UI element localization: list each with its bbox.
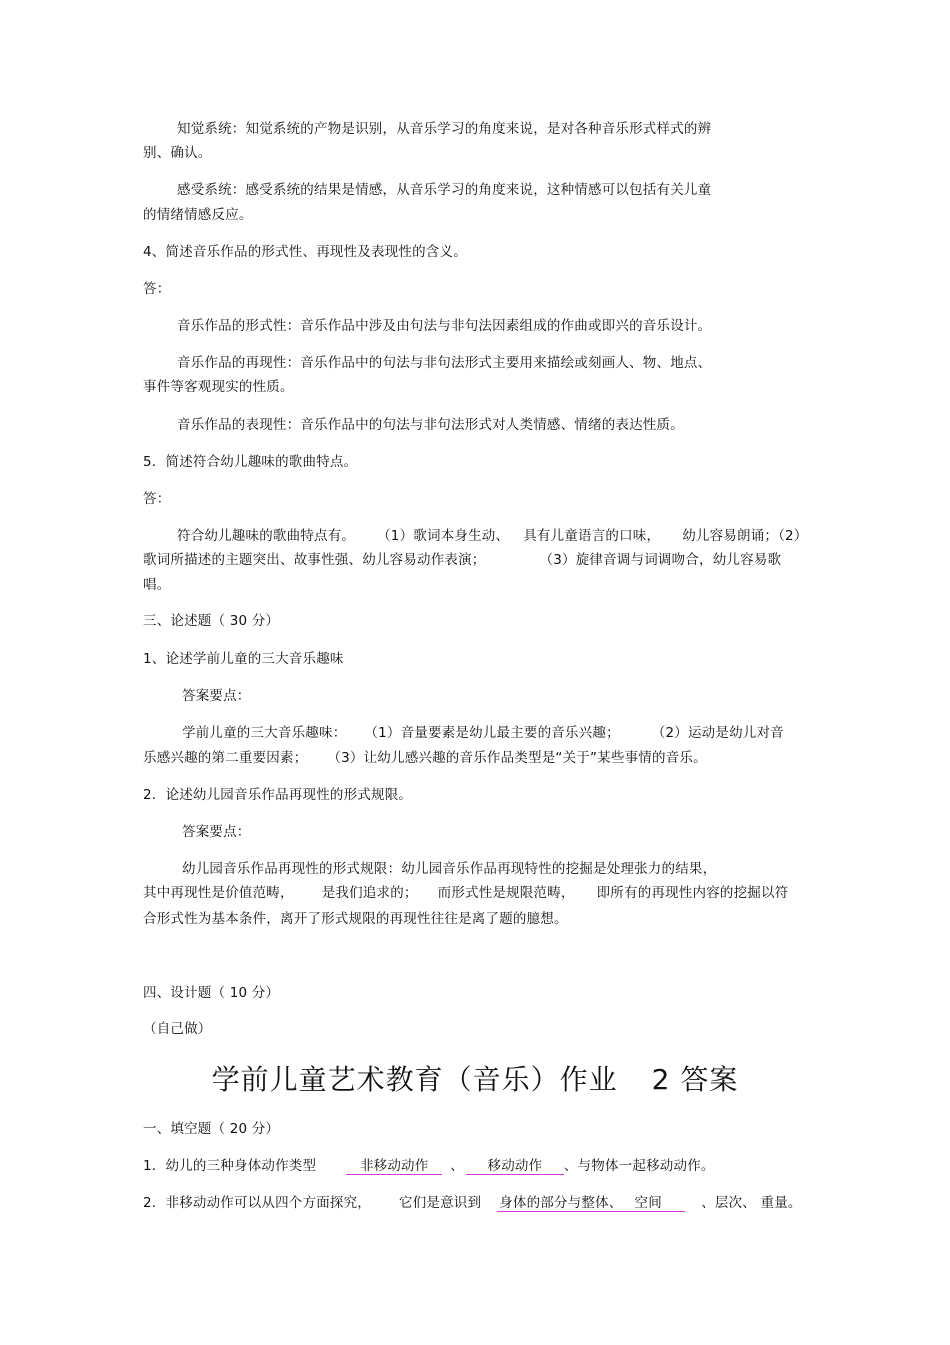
answer-three-interests bbox=[182, 724, 784, 742]
page-title bbox=[0, 1062, 950, 1098]
text-segment: （1）歌词本身生动、 bbox=[377, 528, 510, 544]
text-segment: （2）运动是幼儿对音 bbox=[651, 725, 784, 741]
section-1-heading: 一、填空题（ 20 分） bbox=[143, 1121, 280, 1137]
answer-form-limits-end: 合形式性为基本条件，离开了形式规限的再现性往往是离了题的臆想。 bbox=[143, 911, 568, 927]
text-segment: （3）让幼儿感兴趣的音乐作品类型是“关于”某些事情的音乐。 bbox=[327, 750, 707, 766]
text-segment: 它们是意识到 bbox=[399, 1195, 482, 1211]
answer-song-features bbox=[177, 527, 808, 545]
blank-text: 身体的部分与整体、 bbox=[499, 1195, 623, 1211]
paragraph-feeling-cont: 的情绪情感反应。 bbox=[143, 207, 253, 223]
design-note: （自己做） bbox=[143, 1021, 212, 1037]
answer-form: 音乐作品的形式性：音乐作品中涉及由句法与非句法因素组成的作曲或即兴的音乐设计。 bbox=[177, 318, 712, 334]
text-segment: 是我们追求的； bbox=[321, 885, 418, 901]
blank-text: 空间 bbox=[634, 1195, 662, 1211]
answer-points-label: 答案要点： bbox=[182, 688, 251, 704]
answer-expression: 音乐作品的表现性：音乐作品中的句法与非句法形式对人类情感、情绪的表达性质。 bbox=[177, 417, 684, 433]
answer-representation: 音乐作品的再现性：音乐作品中的句法与非句法形式主要用来描绘或刻画人、物、地点、 bbox=[177, 355, 712, 371]
section-4-heading: 四、设计题（ 10 分） bbox=[143, 985, 280, 1001]
answer-blank bbox=[497, 1195, 685, 1212]
fill-question-2 bbox=[143, 1194, 802, 1212]
answer-three-interests-cont bbox=[143, 749, 707, 767]
paragraph-feeling: 感受系统：感受系统的结果是情感，从音乐学习的角度来说，这种情感可以包括有关儿童 bbox=[177, 182, 712, 198]
question-4: 4、简述音乐作品的形式性、再现性及表现性的含义。 bbox=[143, 244, 467, 260]
text-segment: （1）音量要素是幼儿最主要的音乐兴趣； bbox=[364, 725, 620, 741]
text-segment: 幼儿容易朗诵；（2） bbox=[682, 528, 808, 544]
section-3-heading: 三、论述题（ 30 分） bbox=[143, 613, 280, 629]
paragraph-perception-cont: 别、确认。 bbox=[143, 145, 212, 161]
text-segment: （3）旋律音调与词调吻合，幼儿容易歌 bbox=[539, 552, 782, 568]
text-segment: 、与物体一起移动动作。 bbox=[563, 1158, 715, 1174]
text-segment: 其中再现性是价值范畴， bbox=[143, 885, 294, 901]
text-segment: 歌词所描述的主题突出、故事性强、幼儿容易动作表演； bbox=[143, 552, 486, 568]
answer-representation-cont: 事件等客观现实的性质。 bbox=[143, 379, 294, 395]
answer-blank: 移动动作 bbox=[466, 1158, 564, 1175]
question-5: 5．简述符合幼儿趣味的歌曲特点。 bbox=[143, 454, 358, 470]
answer-blank: 非移动动作 bbox=[346, 1158, 442, 1175]
answer-form-limits-cont bbox=[143, 884, 788, 902]
text-segment: 2．非移动动作可以从四个方面探究， bbox=[143, 1195, 371, 1211]
text-segment: 、层次、 重量。 bbox=[701, 1195, 802, 1211]
text-segment: 、 bbox=[450, 1158, 464, 1174]
paragraph-perception: 知觉系统：知觉系统的产物是识别，从音乐学习的角度来说，是对各种音乐形式样式的辨 bbox=[177, 121, 712, 137]
text-segment: 而形式性是规限范畴， bbox=[437, 885, 575, 901]
text-segment: 即所有的再现性内容的挖掘以符 bbox=[596, 885, 789, 901]
answer-points-label: 答案要点： bbox=[182, 824, 251, 840]
text-segment: 学前儿童的三大音乐趣味： bbox=[182, 725, 347, 741]
answer-label: 答： bbox=[143, 491, 171, 507]
essay-question-2: 2．论述幼儿园音乐作品再现性的形式规限。 bbox=[143, 787, 413, 803]
text-segment: 1．幼儿的三种身体动作类型 bbox=[143, 1158, 317, 1174]
text-segment: 符合幼儿趣味的歌曲特点有。 bbox=[177, 528, 356, 544]
page-title-main: 学前儿童艺术教育（音乐）作业 bbox=[211, 1063, 618, 1096]
page-title-suffix: 2 答案 bbox=[651, 1063, 739, 1096]
answer-song-features-end: 唱。 bbox=[143, 577, 171, 593]
answer-song-features-cont bbox=[143, 551, 781, 569]
answer-label: 答： bbox=[143, 281, 171, 297]
text-segment: 具有儿童语言的口味， bbox=[523, 528, 661, 544]
fill-question-1 bbox=[143, 1157, 715, 1175]
essay-question-1: 1、论述学前儿童的三大音乐趣味 bbox=[143, 651, 344, 667]
answer-form-limits: 幼儿园音乐作品再现性的形式规限：幼儿园音乐作品再现特性的挖掘是处理张力的结果， bbox=[182, 861, 717, 877]
text-segment: 乐感兴趣的第二重要因素； bbox=[143, 750, 308, 766]
